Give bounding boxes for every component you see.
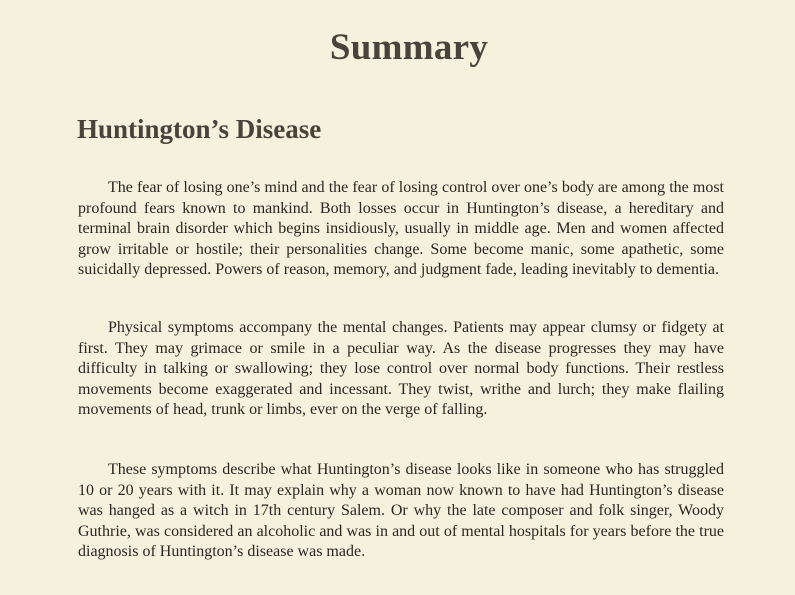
section-heading: Huntington’s Disease — [77, 114, 322, 144]
body-paragraph-1: The fear of losing one’s mind and the fear of losing control over one’s body are among the most profound fears known to mankind. Both losses occur in Huntington’s disease, a hereditary and terminal brain disorder which begins insidiously, usually in middle age. Men and women affected grow irritable or hostile; their personalities change. Some become manic, some apathetic, some suicidally depressed. Powers of reason, memory, and judgment fade, leading inevitably to dementia. — [78, 179, 724, 279]
body-paragraph-3: These symptoms describe what Huntington’s disease looks like in someone who has struggled 10 or 20 years with it. It may explain why a woman now known to have had Huntington’s disease was hanged as a witch in 17th century Salem. Or why the late composer and folk singer, Woody Guthrie, was considered an alcoholic and was in and out of mental hospitals for years before the true diagnosis of Huntington’s disease was made. — [78, 461, 724, 561]
page-title: Summary — [329, 27, 489, 68]
body-paragraph-2: Physical symptoms accompany the mental changes. Patients may appear clumsy or fidgety at first. They may grimace or smile in a peculiar way. As the disease progresses they may have difficulty in talking or swallowing; they lose control over normal body functions. Their restless movements become exaggerated and incessant. They twist, writhe and lurch; they make flailing movements of head, trunk or limbs, ever on the verge of falling. — [78, 319, 724, 419]
